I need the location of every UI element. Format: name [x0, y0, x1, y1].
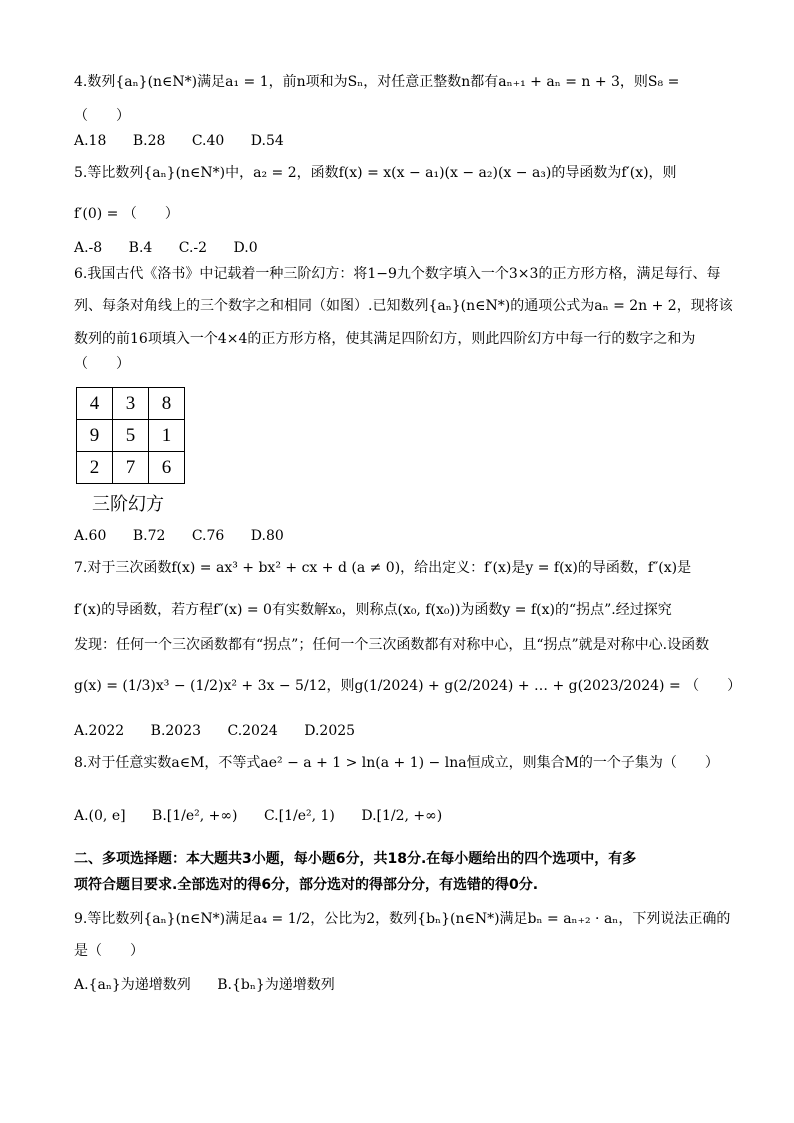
q5-stem-2: f′(0) = （ ） — [74, 206, 179, 222]
q7-option-d[interactable]: D.2025 — [304, 723, 356, 739]
grid-cell: 7 — [113, 452, 149, 484]
section2-heading-2: 项符合题目要求.全部选对的得6分，部分选对的得部分分，有选错的得0分. — [74, 877, 539, 893]
q7-line-1: 7.对于三次函数f(x) = ax³ + bx² + cx + d (a ≠ 0)，给出定义：f′(x)是y = f(x)的导函数，f″(x)是 — [74, 560, 692, 576]
magic-square-caption: 三阶幻方 — [92, 494, 164, 515]
q9-line-2: 是（ ） — [74, 943, 144, 959]
q6-line-3: 数列的前16项填入一个4×4的正方形方格，使其满足四阶幻方，则此四阶幻方中每一行的数字之和为 — [74, 331, 696, 347]
q6-option-d[interactable]: D.80 — [250, 528, 284, 544]
grid-cell: 8 — [149, 388, 185, 420]
q7-line-3: 发现：任何一个三次函数都有“拐点”；任何一个三次函数都有对称中心，且“拐点”就是对称中心.设函数 — [74, 637, 710, 653]
q4-option-b[interactable]: B.28 — [132, 133, 166, 149]
q5-option-b[interactable]: B.4 — [128, 240, 153, 256]
q9-option-a[interactable]: A.{aₙ}为递增数列 — [74, 977, 191, 993]
q6-option-a[interactable]: A.60 — [74, 528, 107, 544]
q7-options — [74, 721, 377, 741]
q5-stem: 5.等比数列{aₙ}(n∈N*)中，a₂ = 2，函数f(x) = x(x − a₁)(x − a₂)(x − a₃)的导函数为f′(x)，则 — [74, 165, 677, 181]
q4-option-a[interactable]: A.18 — [74, 133, 107, 149]
q8-options — [74, 806, 464, 826]
grid-row — [77, 452, 185, 484]
grid-row — [77, 388, 185, 420]
q8-option-c[interactable]: C.[1/e², 1) — [263, 808, 335, 824]
grid-cell: 1 — [149, 420, 185, 452]
q9-option-b[interactable]: B.{bₙ}为递增数列 — [217, 977, 335, 993]
grid-cell: 3 — [113, 388, 149, 420]
q5-option-c[interactable]: C.-2 — [178, 240, 208, 256]
q7-option-a[interactable]: A.2022 — [74, 723, 125, 739]
q9-line-1: 9.等比数列{aₙ}(n∈N*)满足a₄ = 1/2，公比为2，数列{bₙ}(n∈N*)满足bₙ = aₙ₊₂ · aₙ，下列说法正确的 — [74, 911, 731, 927]
q5-option-d[interactable]: D.0 — [233, 240, 258, 256]
q4-option-c[interactable]: C.40 — [191, 133, 225, 149]
grid-row — [77, 420, 185, 452]
q8-option-a[interactable]: A.(0, e] — [74, 808, 126, 824]
section2-heading-1: 二、多项选择题：本大题共3小题，每小题6分，共18分.在每小题给出的四个选项中，有多 — [74, 851, 637, 867]
q5-options — [74, 238, 280, 258]
magic-square-grid — [76, 387, 185, 484]
q8-option-d[interactable]: D.[1/2, +∞) — [361, 808, 443, 824]
grid-cell: 2 — [77, 452, 113, 484]
grid-cell: 4 — [77, 388, 113, 420]
q6-line-1: 6.我国古代《洛书》中记载着一种三阶幻方：将1−9九个数字填入一个3×3的正方形方格，满足每行、每 — [74, 266, 721, 282]
q7-line-2: f′(x)的导函数，若方程f″(x) = 0有实数解x₀，则称点(x₀, f(x₀))为函数y = f(x)的“拐点”.经过探究 — [74, 602, 672, 618]
grid-cell: 6 — [149, 452, 185, 484]
q8-stem: 8.对于任意实数a∈M，不等式ae² − a + 1 > ln(a + 1) − lna恒成立，则集合M的一个子集为（ ） — [74, 755, 719, 771]
q6-option-c[interactable]: C.76 — [191, 528, 225, 544]
q7-line-4: g(x) = (1/3)x³ − (1/2)x² + 3x − 5/12，则g(1/2024) + g(2/2024) + … + g(2023/2024) = （ ） — [74, 678, 742, 694]
q8-option-b[interactable]: B.[1/e², +∞) — [152, 808, 238, 824]
q9-options — [74, 975, 357, 995]
q6-option-b[interactable]: B.72 — [132, 528, 166, 544]
q6-options — [74, 526, 306, 546]
q4-options — [74, 131, 306, 151]
q6-line-2: 列、每条对角线上的三个数字之和相同（如图）.已知数列{aₙ}(n∈N*)的通项公式为aₙ = 2n + 2，现将该 — [74, 298, 733, 314]
q4-stem: 4.数列{aₙ}(n∈N*)满足a₁ = 1，前n项和为Sₙ，对任意正整数n都有aₙ₊₁ + aₙ = n + 3，则S₈ = — [74, 74, 680, 90]
q4-option-d[interactable]: D.54 — [250, 133, 284, 149]
q4-paren: （ ） — [74, 108, 130, 124]
q5-option-a[interactable]: A.-8 — [74, 240, 103, 256]
q6-paren: （ ） — [74, 356, 130, 372]
q7-option-b[interactable]: B.2023 — [150, 723, 202, 739]
q7-option-c[interactable]: C.2024 — [227, 723, 278, 739]
grid-cell: 5 — [113, 420, 149, 452]
grid-cell: 9 — [77, 420, 113, 452]
